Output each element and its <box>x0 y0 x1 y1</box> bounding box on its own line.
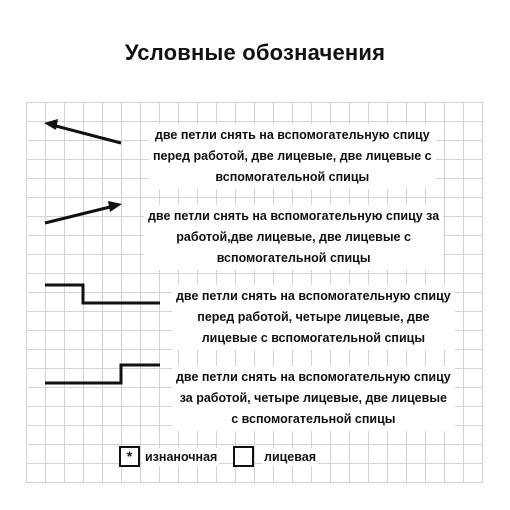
description-line: работой,две лицевые, две лицевые с <box>176 230 411 244</box>
description-line: перед работой, четыре лицевые, две <box>197 310 430 324</box>
description-line: две петли снять на вспомогательную спицу за <box>148 209 440 223</box>
left-step-line-icon <box>45 285 160 303</box>
knit-stitch-symbol <box>233 446 254 467</box>
description-line: с вспомогательной спицы <box>231 412 396 426</box>
description-line: две петли снять на вспомогательную спицу <box>154 128 430 142</box>
knit-stitch-label: лицевая <box>264 450 317 464</box>
legend-description-4 <box>172 366 455 431</box>
purl-stitch-symbol: * <box>119 446 140 467</box>
description-line: за работой, четыре лицевые, две лицевые <box>179 391 447 405</box>
right-step-line-icon <box>45 365 160 383</box>
legend-description-3 <box>172 285 455 350</box>
page-title: Условные обозначения <box>124 40 386 65</box>
description-line: вспомогательной спицы <box>215 170 370 184</box>
description-line: две петли снять на вспомогательную спицу <box>176 370 451 384</box>
right-cross-arrow-icon <box>45 201 122 223</box>
legend-description-2 <box>144 205 443 270</box>
description-line: две петли снять на вспомогательную спицу <box>176 289 451 303</box>
legend-description-1 <box>149 124 436 189</box>
purl-stitch-label: изнаночная <box>145 450 218 464</box>
left-cross-arrow-icon <box>44 119 121 143</box>
description-line: перед работой, две лицевые, две лицевые с <box>153 149 432 163</box>
description-line: лицевые с вспомогательной спицы <box>201 331 425 345</box>
description-line: вспомогательной спицы <box>216 251 371 265</box>
